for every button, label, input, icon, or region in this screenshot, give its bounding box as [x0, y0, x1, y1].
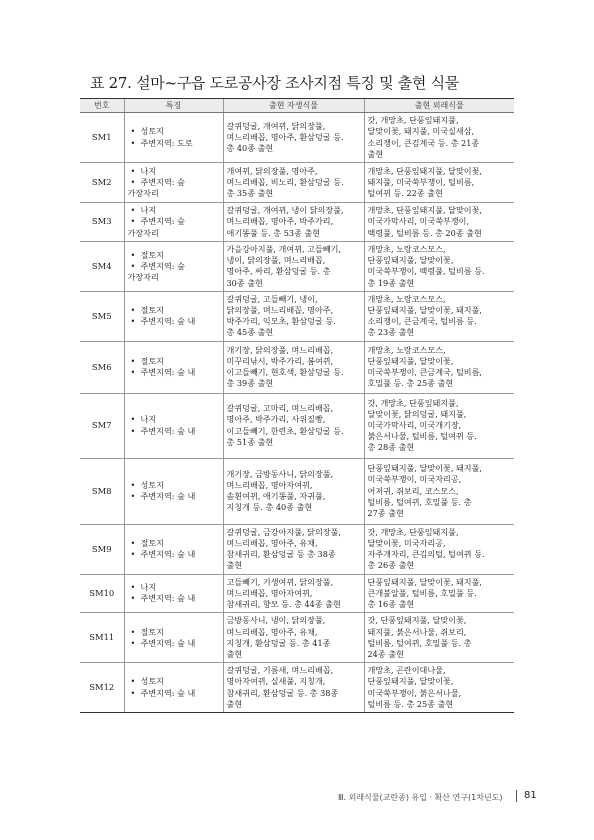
feature-item: • 절토지: [128, 250, 220, 261]
table-row: [80, 341, 514, 393]
exotic-plants: 갓, 단풍잎돼지풀, 달맞이꽃, 돼지풀, 붉은서나물, 쥐보리, 털비름, 털여뀌, 호밀풀 등. 총 24종 출현: [364, 613, 514, 663]
site-id: SM9: [80, 524, 124, 574]
feature-item: • 나지: [128, 166, 220, 177]
feature-item: • 주변지역: 도로: [128, 138, 220, 149]
native-plants: 갈퀴덩굴, 고들빼기, 냉이, 닭의장풀, 며느리배꼽, 명아주, 박주가리, 익모초, 환삼덩굴 등. 총 45종 출현: [223, 291, 364, 341]
feature-item: 가장자리: [127, 188, 159, 199]
site-feature: [124, 163, 223, 203]
page-number: 81: [524, 790, 537, 801]
site-feature: [124, 393, 223, 458]
exotic-plants: 개망초, 노랑코스모스, 단풍잎돼지풀, 달맞이꽃, 돼지풀, 소리쟁이, 큰금계국, 털비름 등. 총 23종 출현: [364, 291, 514, 341]
header-native: 출현 자생식물: [223, 99, 364, 113]
table-title: 표 27. 설마~구읍 도로공사장 조사지점 특징 및 출현 식물: [90, 74, 459, 92]
site-id: SM3: [80, 203, 124, 242]
site-feature: [124, 524, 223, 574]
feature-item: • 주변지역: 숲 내: [128, 549, 220, 560]
footer-separator: [516, 790, 517, 802]
table-row: [80, 663, 514, 713]
site-feature: [124, 341, 223, 393]
site-feature: [124, 242, 223, 292]
site-id: SM4: [80, 242, 124, 292]
feature-item: • 주변지역: 숲 내: [128, 491, 220, 502]
feature-item: • 주변지역: 숲: [128, 261, 220, 272]
feature-item: • 성토지: [128, 676, 220, 687]
exotic-plants: 단풍잎돼지풀, 달맞이꽃, 돼지풀, 큰개불알풀, 털비름, 호밀풀 등. 총 16종 출현: [364, 574, 514, 613]
table-row: [80, 458, 514, 524]
exotic-plants: 개망초, 단풍잎돼지풀, 달맞이꽃, 미국가막사리, 미국쑥부쟁이, 백령풀, 털비름 등. 총 20종 출현: [364, 203, 514, 242]
feature-item: 가장자리: [127, 272, 159, 282]
table-header-row: [80, 99, 514, 113]
header-no: 번호: [80, 99, 124, 113]
site-id: SM10: [80, 574, 124, 613]
exotic-plants: 개망초, 노랑코스모스, 단풍잎돼지풀, 달맞이꽃, 미국쑥부쟁이, 백령풀, 털비름 등. 총 19종 출현: [364, 242, 514, 292]
site-id: SM6: [80, 341, 124, 393]
feature-item: • 절토지: [128, 305, 220, 316]
footer-text: Ⅲ. 외래식물(교란종) 유입 · 확산 연구(1차년도): [338, 793, 503, 802]
site-feature: [124, 613, 223, 663]
native-plants: 금방동사니, 냉이, 닭의장풀, 며느리배꼽, 명아주, 유채, 지칭개, 환삼덩굴 등. 총 41종 출현: [223, 613, 364, 663]
site-id: SM7: [80, 393, 124, 458]
site-feature: [124, 458, 223, 524]
site-id: SM5: [80, 291, 124, 341]
table-row: [80, 613, 514, 663]
exotic-plants: 갓, 개망초, 단풍잎돼지풀, 달맞이꽃, 닭의덩굴, 돼지풀, 미국가막사리, 미국개기장, 붉은서나물, 털비름, 털여뀌 등. 총 28종 출현: [364, 393, 514, 458]
survey-table: [80, 98, 514, 713]
header-feature: 특징: [124, 99, 223, 113]
native-plants: 개기장, 닭의장풀, 며느리배꼽, 미꾸리낚시, 박주가리, 봄여뀌, 이고들빼기, 현호색, 환삼덩굴 등. 총 39종 출현: [223, 341, 364, 393]
feature-item: • 절토지: [128, 538, 220, 549]
site-feature: [124, 291, 223, 341]
table-row: [80, 291, 514, 341]
native-plants: 가을강아지풀, 개여뀌, 고들빼기, 냉이, 닭의장풀, 며느리배꼽, 명아주, 싸리, 환삼덩굴 등. 총 30종 출현: [223, 242, 364, 292]
site-feature: [124, 203, 223, 242]
exotic-plants: 단풍잎돼지풀, 달맞이꽃, 돼지풀, 미국쑥부쟁이, 미국자리공, 어저귀, 쥐보리, 코스모스, 털비름, 털여뀌, 호밀풀 등. 총 27종 출현: [364, 458, 514, 524]
site-feature: [124, 574, 223, 613]
site-id: SM1: [80, 113, 124, 163]
site-id: SM8: [80, 458, 124, 524]
header-exotic: 출현 외래식물: [364, 99, 514, 113]
native-plants: 갈퀴덩굴, 금강아지풀, 닭의장풀, 며느리배꼽, 명아주, 유채, 참새귀리, 환삼덩굴 등 총 38종 출현: [223, 524, 364, 574]
native-plants: 개여뀌, 닭의장풀, 명아주, 며느리배꼽, 비노리, 환삼덩굴 등. 총 35종 출현: [223, 163, 364, 203]
table-row: [80, 163, 514, 203]
table-row: [80, 242, 514, 292]
native-plants: 고들빼기, 기생여뀌, 닭의장풀, 며느리배꼽, 명아자여뀌, 참새귀리, 향모 등. 총 44종 출현: [223, 574, 364, 613]
table-row: [80, 203, 514, 242]
feature-item: • 주변지역: 숲 내: [128, 316, 220, 327]
feature-item: • 절토지: [128, 627, 220, 638]
feature-item: • 성토지: [128, 480, 220, 491]
feature-item: • 주변지역: 숲: [128, 216, 220, 227]
feature-item: • 나지: [128, 414, 220, 425]
feature-item: • 주변지역: 숲 내: [128, 638, 220, 649]
feature-item: • 나지: [128, 582, 220, 593]
native-plants: 갈퀴덩굴, 기름새, 며느리배꼽, 명아자여뀌, 실새풀, 지칭개, 참새귀리, 환삼덩굴 등. 총 38종 출현: [223, 663, 364, 713]
site-id: SM12: [80, 663, 124, 713]
feature-item: • 주변지역: 숲 내: [128, 688, 220, 699]
site-id: SM2: [80, 163, 124, 203]
feature-item: • 주변지역: 숲: [128, 177, 220, 188]
exotic-plants: 갓, 개망초, 단풍잎돼지풀, 달맞이꽃, 돼지풀, 미국실새삼, 소리쟁이, 큰김계국 등. 총 21종 출현: [364, 113, 514, 163]
feature-item: • 주변지역: 숲 내: [128, 367, 220, 378]
exotic-plants: 개망초, 노랑코스모스, 단풍잎돼지풀, 달맞이꽃, 미국쑥부쟁이, 큰금계국, 털비름, 호밀풀 등. 총 25종 출현: [364, 341, 514, 393]
native-plants: 갈퀴덩굴, 개여뀌, 냉이 닭의장풀, 며느리배꼽, 명아주, 박주가리, 애기똥풀 등. 총 53종 출현: [223, 203, 364, 242]
native-plants: 개기장, 금방동사니, 닭의장풀, 며느리배꼽, 명아자여뀌, 솜흰여뀌, 애기똥풀, 자귀풀, 지칭개 등. 총 40종 출현: [223, 458, 364, 524]
exotic-plants: 개망초, 곤란이대나물, 단풍잎돼지풀, 달맞이꽃, 미국쑥부쟁이, 붉은서나물, 털비름 등. 총 25종 출현: [364, 663, 514, 713]
exotic-plants: 개망초, 단풍잎돼지풀, 달맞이꽃, 돼지풀, 미국쑥부쟁이, 털비름, 털여뀌 등. 22종 출현: [364, 163, 514, 203]
site-id: SM11: [80, 613, 124, 663]
feature-item: • 주변지역: 숲 내: [128, 593, 220, 604]
feature-item: 가장자리: [127, 227, 159, 238]
site-feature: [124, 663, 223, 713]
feature-item: • 주변지역: 숲 내: [128, 426, 220, 437]
table-row: [80, 393, 514, 458]
table-row: [80, 113, 514, 163]
native-plants: 갈퀴덩굴, 고마리, 며느리배꼽, 명아주, 박주가리, 사위질빵, 이고들빼기, 한련초, 환삼덩굴 등. 총 51종 출현: [223, 393, 364, 458]
table-row: [80, 524, 514, 574]
site-feature: [124, 113, 223, 163]
feature-item: • 절토지: [128, 356, 220, 367]
exotic-plants: 갓, 개망초, 단풍잎돼지풀, 달맞이꽃, 미국자리공, 자주개자리, 큰김의털, 털여뀌 등. 총 26종 출현: [364, 524, 514, 574]
feature-item: • 나지: [128, 205, 220, 216]
table-row: [80, 574, 514, 613]
feature-item: • 성토지: [128, 126, 220, 137]
native-plants: 갈퀴덩굴, 개여뀌, 닭의장풀, 며느리배꼽, 명아주, 환삼덩굴 등. 총 40종 출현: [223, 113, 364, 163]
table-body: [80, 113, 514, 713]
